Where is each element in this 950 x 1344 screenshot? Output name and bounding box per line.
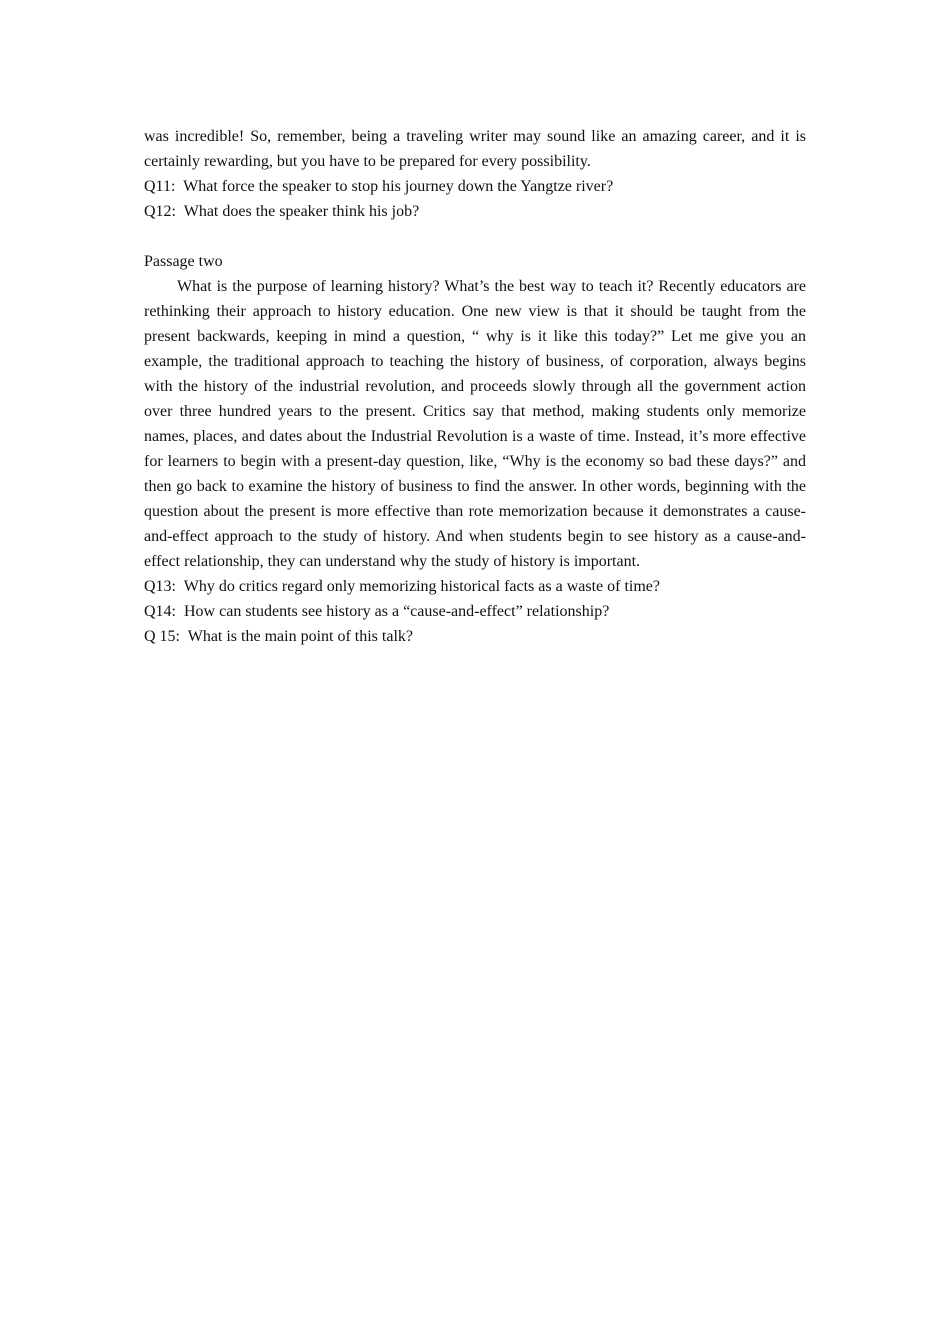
passage-one-tail-paragraph: was incredible! So, remember, being a traveling writer may sound like an amazing career, and it is certainly rewarding, but you have to be prepared for every possibility. <box>144 128 806 170</box>
blank-line <box>144 224 806 249</box>
passage-two-body: What is the purpose of learning history? What’s the best way to teach it? Recently educators are rethinking their approach to history education. One new view is that it should be taught from the present backwards, keeping in mind a question, “ why is it like this today?” Let me give you an example, the traditional approach to teaching the history of business, of corporation, always begins with the history of the industrial revolution, and proceeds slowly through all the government action over three hundred years to the present. Critics say that method, making students only memorize names, places, and dates about the Industrial Revolution is a waste of time. Instead, it’s more effective for learners to begin with a present-day question, like, “Why is the economy so bad these days?” and then go back to examine the history of business to find the answer. In other words, beginning with the question about the present is more effective than rote memorization because it demonstrates a cause-and-effect approach to the study of history. And when students begin to see history as a cause-and-effect relationship, they can understand why the study of history is important. <box>144 278 806 570</box>
question-14: Q14: How can students see history as a “cause-and-effect” relationship? <box>144 603 610 620</box>
question-12: Q12: What does the speaker think his job? <box>144 203 420 220</box>
document-page <box>144 124 806 649</box>
question-11: Q11: What force the speaker to stop his journey down the Yangtze river? <box>144 178 614 195</box>
question-15: Q 15: What is the main point of this talk? <box>144 628 413 645</box>
question-13: Q13: Why do critics regard only memorizing historical facts as a waste of time? <box>144 578 660 595</box>
passage-two-heading: Passage two <box>144 253 223 270</box>
